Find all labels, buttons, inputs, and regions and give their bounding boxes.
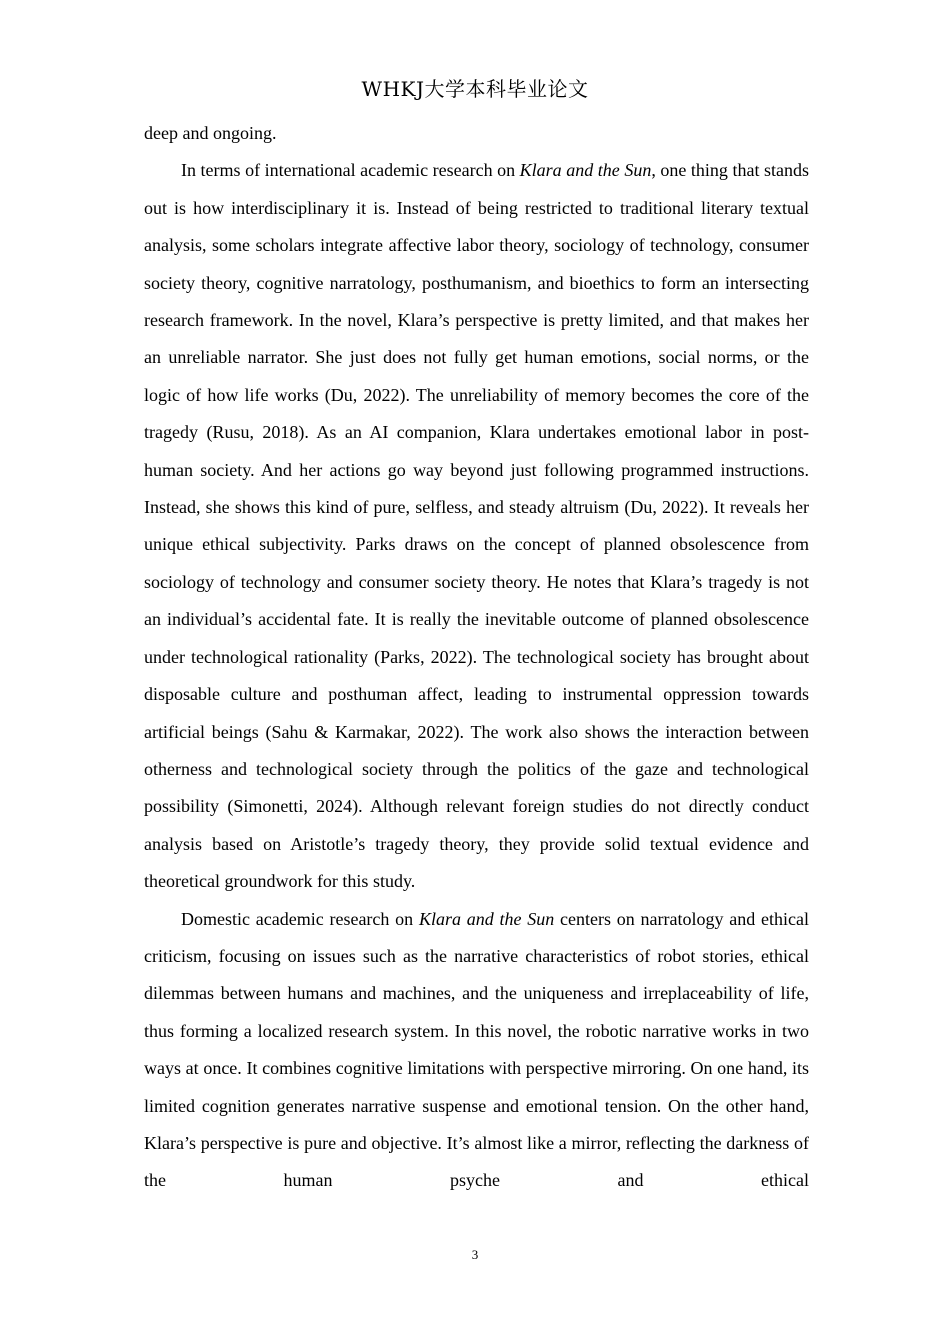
- text-segment: deep and ongoing.: [144, 123, 277, 143]
- book-title: Klara and the Sun: [418, 908, 555, 929]
- text-segment: Domestic academic research on: [181, 908, 419, 929]
- book-title: Klara and the Sun: [519, 160, 652, 181]
- body-text: [144, 115, 809, 1200]
- running-header: WHKJ大学本科毕业论文: [361, 77, 589, 101]
- page-number: 3: [471, 1247, 479, 1262]
- paragraph-international-research: [144, 152, 809, 900]
- text-segment: centers on narratology and ethical criticism, focusing on issues such as the narrative characteristics of robot stories, ethical dilemmas between humans and machines, and the uniqueness and irreplaceability of life, thus forming a localized research system. In this novel, the robotic narrative works in two ways at once. It combines cognitive limitations with perspective mirroring. On one hand, its limited cognition generates narrative suspense and emotional tension. On the other hand, Klara’s perspective is pure and objective. It’s almost like a mirror, reflecting the darkness of the human psyche and ethical: [144, 908, 809, 1191]
- text-segment: In terms of international academic research on: [181, 160, 520, 181]
- text-segment: , one thing that stands out is how interdisciplinary it is. Instead of being restricted to traditional literary textual analysis, some scholars integrate affective labor theory, sociology of technology, consumer society theory, cognitive narratology, posthumanism, and bioethics to form an intersecting research framework. In the novel, Klara’s perspective is pretty limited, and that makes her an unreliable narrator. She just does not fully get human emotions, social norms, or the logic of how life works (Du, 2022). The unreliability of memory becomes the core of the tragedy (Rusu, 2018). As an AI companion, Klara undertakes emotional labor in post-human society. And her actions go way beyond just following programmed instructions. Instead, she shows this kind of pure, selfless, and steady altruism (Du, 2022). It reveals her unique ethical subjectivity. Parks draws on the concept of planned obsolescence from sociology of technology and consumer society theory. He notes that Klara’s tragedy is not an individual’s accidental fate. It is really the inevitable outcome of planned obsolescence under technological rationality (Parks, 2022). The technological society has brought about disposable culture and posthuman affect, leading to instrumental oppression towards artificial beings (Sahu & Karmakar, 2022). The work also shows the interaction between otherness and technological society through the politics of the gaze and technological possibility (Simonetti, 2024). Although relevant foreign studies do not directly conduct analysis based on Aristotle’s tragedy theory, they provide solid textual evidence and theoretical groundwork for this study.: [144, 160, 809, 892]
- paragraph-continuation: [144, 115, 809, 152]
- paragraph-domestic-research: [144, 901, 809, 1200]
